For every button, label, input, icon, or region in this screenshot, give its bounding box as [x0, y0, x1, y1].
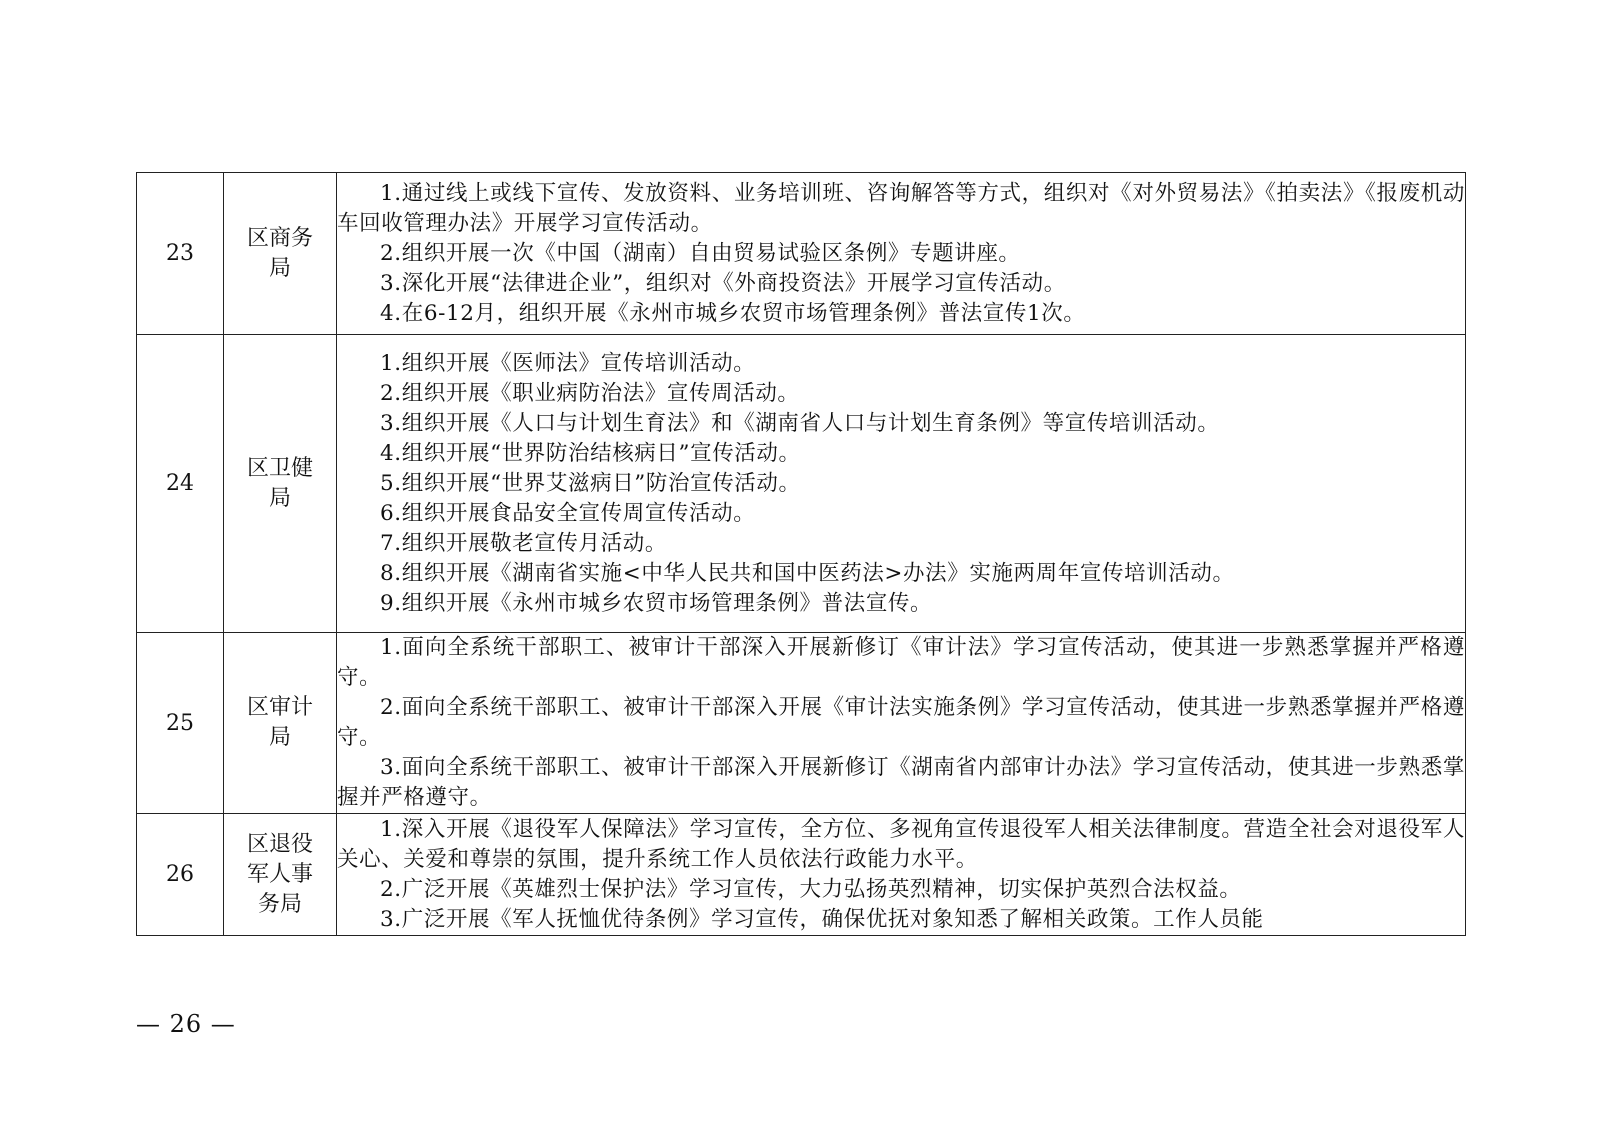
unit-cell [224, 814, 337, 936]
unit-name: 区卫健局 [246, 455, 313, 511]
list-item: 6.组织开展食品安全宣传周宣传活动。 [380, 500, 756, 526]
list-item: 3.组织开展《人口与计划生育法》和《湖南省人口与计划生育条例》等宣传培训活动。 [380, 410, 1220, 436]
unit-cell [224, 173, 337, 335]
list-item: 4.组织开展“世界防治结核病日”宣传活动。 [380, 440, 801, 466]
list-item: 4.在6-12月，组织开展《永州市城乡农贸市场管理条例》普法宣传1次。 [380, 300, 1086, 326]
items-cell [337, 173, 1466, 335]
unit-name: 区商务局 [246, 225, 313, 281]
unit-cell [224, 335, 337, 633]
list-item: 2.组织开展一次《中国（湖南）自由贸易试验区条例》专题讲座。 [380, 240, 1021, 266]
row-number: 24 [137, 335, 224, 633]
unit-name: 区审计局 [246, 695, 313, 750]
table-row [137, 335, 1466, 633]
list-item: 3.面向全系统干部职工、被审计干部深入开展新修订《湖南省内部审计办法》学习宣传活动，使其进一步熟悉掌握并严格遵守。 [337, 755, 1465, 810]
list-item: 8.组织开展《湖南省实施<中华人民共和国中医药法>办法》实施两周年宣传培训活动。 [380, 560, 1235, 586]
table-row [137, 814, 1466, 936]
list-item: 9.组织开展《永州市城乡农贸市场管理条例》普法宣传。 [380, 590, 933, 616]
work-plan-table [136, 172, 1466, 936]
list-item: 7.组织开展敬老宣传月活动。 [380, 530, 667, 556]
list-item: 1.深入开展《退役军人保障法》学习宣传，全方位、多视角宣传退役军人相关法律制度。营造全社会对退役军人关心、关爱和尊崇的氛围，提升系统工作人员依法行政能力水平。 [337, 816, 1465, 872]
list-item: 1.面向全系统干部职工、被审计干部深入开展新修订《审计法》学习宣传活动，使其进一步熟悉掌握并严格遵守。 [337, 635, 1465, 690]
items-cell [337, 335, 1466, 633]
list-item: 3.广泛开展《军人抚恤优待条例》学习宣传，确保优抚对象知悉了解相关政策。工作人员能 [380, 906, 1264, 932]
row-number: 25 [137, 633, 224, 814]
list-item: 2.广泛开展《英雄烈士保护法》学习宣传，大力弘扬英烈精神，切实保护英烈合法权益。 [380, 876, 1242, 902]
unit-name: 区退役军人事务局 [246, 831, 313, 917]
row-number: 23 [137, 173, 224, 335]
list-item: 3.深化开展“法律进企业”，组织对《外商投资法》开展学习宣传活动。 [380, 270, 1066, 296]
row-number: 26 [137, 814, 224, 936]
list-item: 1.组织开展《医师法》宣传培训活动。 [380, 350, 756, 376]
list-item: 2.组织开展《职业病防治法》宣传周活动。 [380, 380, 800, 406]
table-row [137, 173, 1466, 335]
page-number: — 26 — [136, 1010, 236, 1038]
list-item: 2.面向全系统干部职工、被审计干部深入开展《审计法实施条例》学习宣传活动，使其进一步熟悉掌握并严格遵守。 [337, 695, 1465, 750]
table-row [137, 633, 1466, 814]
items-cell [337, 814, 1466, 936]
list-item: 1.通过线上或线下宣传、发放资料、业务培训班、咨询解答等方式，组织对《对外贸易法》《拍卖法》《报废机动车回收管理办法》开展学习宣传活动。 [337, 180, 1465, 236]
list-item: 5.组织开展“世界艾滋病日”防治宣传活动。 [380, 470, 801, 496]
items-cell [337, 633, 1466, 814]
unit-cell [224, 633, 337, 814]
